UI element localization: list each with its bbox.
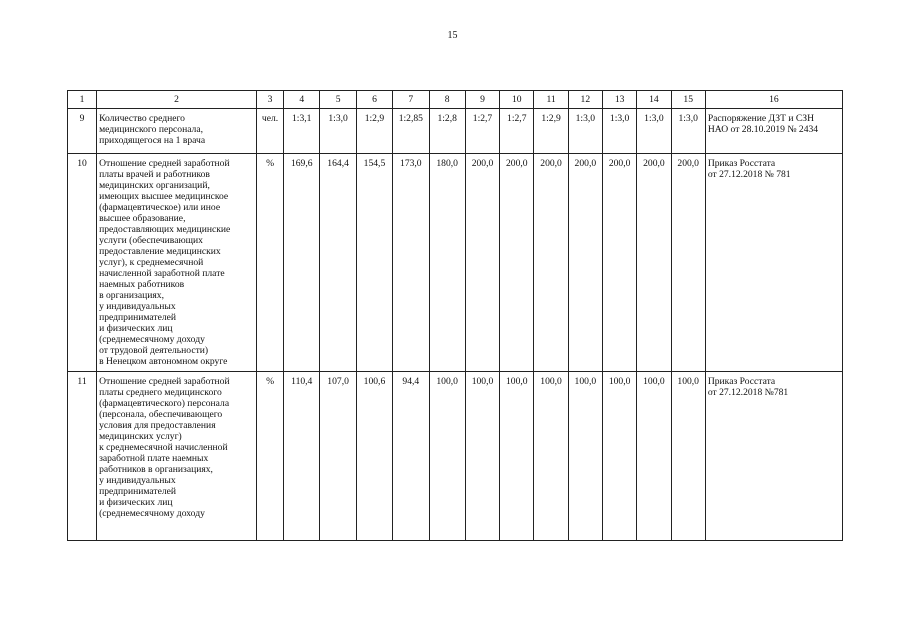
header-cell: 8 [429,91,465,109]
value-cell: 200,0 [602,154,636,372]
header-cell: 11 [534,91,568,109]
source-document: Приказ Росстата от 27.12.2018 №781 [705,372,842,541]
row-number: 11 [68,372,97,541]
value-cell: 1:2,9 [356,109,392,154]
value-cell: 100,0 [671,372,705,541]
header-cell: 7 [393,91,429,109]
value-cell: 1:2,9 [534,109,568,154]
value-cell: 200,0 [534,154,568,372]
row-number: 9 [68,109,97,154]
header-cell: 4 [284,91,320,109]
value-cell: 180,0 [429,154,465,372]
header-cell: 14 [637,91,671,109]
value-cell: 173,0 [393,154,429,372]
value-cell: 154,5 [356,154,392,372]
header-cell: 3 [257,91,284,109]
value-cell: 200,0 [465,154,499,372]
value-cell: 169,6 [284,154,320,372]
header-cell: 2 [97,91,257,109]
value-cell: 94,4 [393,372,429,541]
header-cell: 13 [602,91,636,109]
table-header-row [68,91,843,109]
header-cell: 16 [705,91,842,109]
indicator-description: Отношение средней заработной платы среднего медицинского (фармацевтического) персонала (персонала, обеспечивающего условия для предоставления медицинских услуг) к среднемесячной начисленной заработной плате наемных работников в организациях, у индивидуальных предпринимателей и физических лиц (среднемесячному доходу [97,372,257,541]
value-cell: 100,0 [534,372,568,541]
indicator-description: Отношение средней заработной платы врачей и работников медицинских организаций, имеющих высшее медицинское (фармацевтическое) или иное высшее образование, предоставляющих медицинские услуги (обеспечивающих предоставление медицинских услуг), к среднемесячной начисленной заработной плате наемных работников в организациях, у индивидуальных предпринимателей и физических лиц (среднемесячному доходу от трудовой деятельности) в Ненецком автономном округе [97,154,257,372]
value-cell: 100,0 [637,372,671,541]
indicators-table [67,90,843,541]
value-cell: 200,0 [637,154,671,372]
header-cell: 1 [68,91,97,109]
page-number: 15 [447,30,458,41]
source-document: Приказ Росстата от 27.12.2018 № 781 [705,154,842,372]
header-cell: 12 [568,91,602,109]
value-cell: 1:3,0 [602,109,636,154]
value-cell: 100,0 [602,372,636,541]
value-cell: 1:2,7 [500,109,534,154]
value-cell: 1:3,0 [320,109,356,154]
value-cell: 200,0 [568,154,602,372]
row-number: 10 [68,154,97,372]
value-cell: 100,0 [465,372,499,541]
table-row [68,109,843,154]
value-cell: 100,0 [568,372,602,541]
value-cell: 100,0 [429,372,465,541]
source-document: Распоряжение ДЗТ и СЗН НАО от 28.10.2019 № 2434 [705,109,842,154]
value-cell: 1:3,1 [284,109,320,154]
value-cell: 100,0 [500,372,534,541]
value-cell: 200,0 [671,154,705,372]
value-cell: 200,0 [500,154,534,372]
header-cell: 6 [356,91,392,109]
unit-cell: % [257,154,284,372]
header-cell: 10 [500,91,534,109]
value-cell: 1:3,0 [671,109,705,154]
header-cell: 15 [671,91,705,109]
header-cell: 5 [320,91,356,109]
unit-cell: % [257,372,284,541]
value-cell: 1:2,8 [429,109,465,154]
table-row [68,154,843,372]
value-cell: 100,6 [356,372,392,541]
value-cell: 1:2,7 [465,109,499,154]
value-cell: 164,4 [320,154,356,372]
value-cell: 1:3,0 [568,109,602,154]
unit-cell: чел. [257,109,284,154]
indicator-description: Количество среднего медицинского персонала, приходящегося на 1 врача [97,109,257,154]
table-row [68,372,843,541]
value-cell: 107,0 [320,372,356,541]
value-cell: 1:2,85 [393,109,429,154]
value-cell: 110,4 [284,372,320,541]
header-cell: 9 [465,91,499,109]
value-cell: 1:3,0 [637,109,671,154]
